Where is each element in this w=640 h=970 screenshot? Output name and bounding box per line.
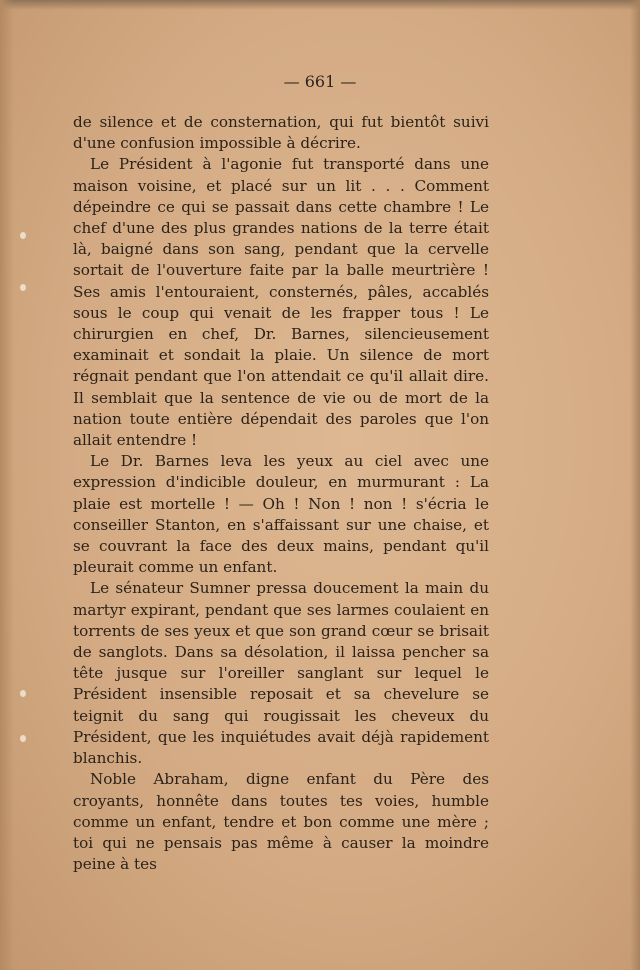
page-left-edge xyxy=(0,0,14,970)
body-text xyxy=(73,112,489,875)
binding-hole xyxy=(20,735,26,742)
paragraph: Le Dr. Barnes leva les yeux au ciel avec une expression d'indicible douleur, en murmurant : La plaie est mortelle ! — Oh ! Non ! non ! s'écria le conseiller Stanton, en s'affaissant sur une chaise, et se couvrant la face des deux mains, pendant qu'il pleurait comme un enfant. xyxy=(73,452,489,577)
paragraph: Le Président à l'agonie fut transporté dans une maison voisine, et placé sur un lit . . . Comment dépeindre ce qui se passait dans cette chambre ! Le chef d'une des plus grandes nations de la terre était là, baigné dans son sang, pendant que la cervelle sortait de l'ouverture faite par la balle meurtrière ! Ses amis l'entouraient, consternés, pâles, accablés sous le coup qui venait de les frapper tous ! Le chirurgien en chef, Dr. Barnes, silencieusement examinait et sondait la plaie. Un silence de mort régnait pendant que l'on attendait ce qu'il allait dire. Il semblait que la sentence de vie ou de mort de la nation toute entière dépendait des paroles que l'on allait entendre ! xyxy=(73,155,489,450)
page-top-edge xyxy=(0,0,640,10)
paragraph: Noble Abraham, digne enfant du Père des croyants, honnête dans toutes tes voies, humble comme un enfant, tendre et bon comme une mère ; toi qui ne pensais pas même à causer la moindre peine à tes xyxy=(73,770,489,874)
page-right-edge xyxy=(630,0,640,970)
paragraph: de silence et de consternation, qui fut bientôt suivi d'une confusion impossible à décrire. xyxy=(73,113,489,153)
binding-hole xyxy=(20,232,26,239)
page-number: — 661 — xyxy=(283,72,357,91)
paragraph: Le sénateur Sumner pressa doucement la main du martyr expirant, pendant que ses larmes coulaient en torrents de ses yeux et que son grand cœur se brisait de sanglots. Dans sa désolation, il laissa pencher sa tête jusque sur l'oreiller sanglant sur lequel le Président insensible reposait et sa chevelure se teignit du sang qui rougissait les cheveux du Président, que les inquiétudes avait déjà rapidement blanchis. xyxy=(73,579,489,768)
binding-hole xyxy=(20,690,26,697)
binding-hole xyxy=(20,284,26,291)
